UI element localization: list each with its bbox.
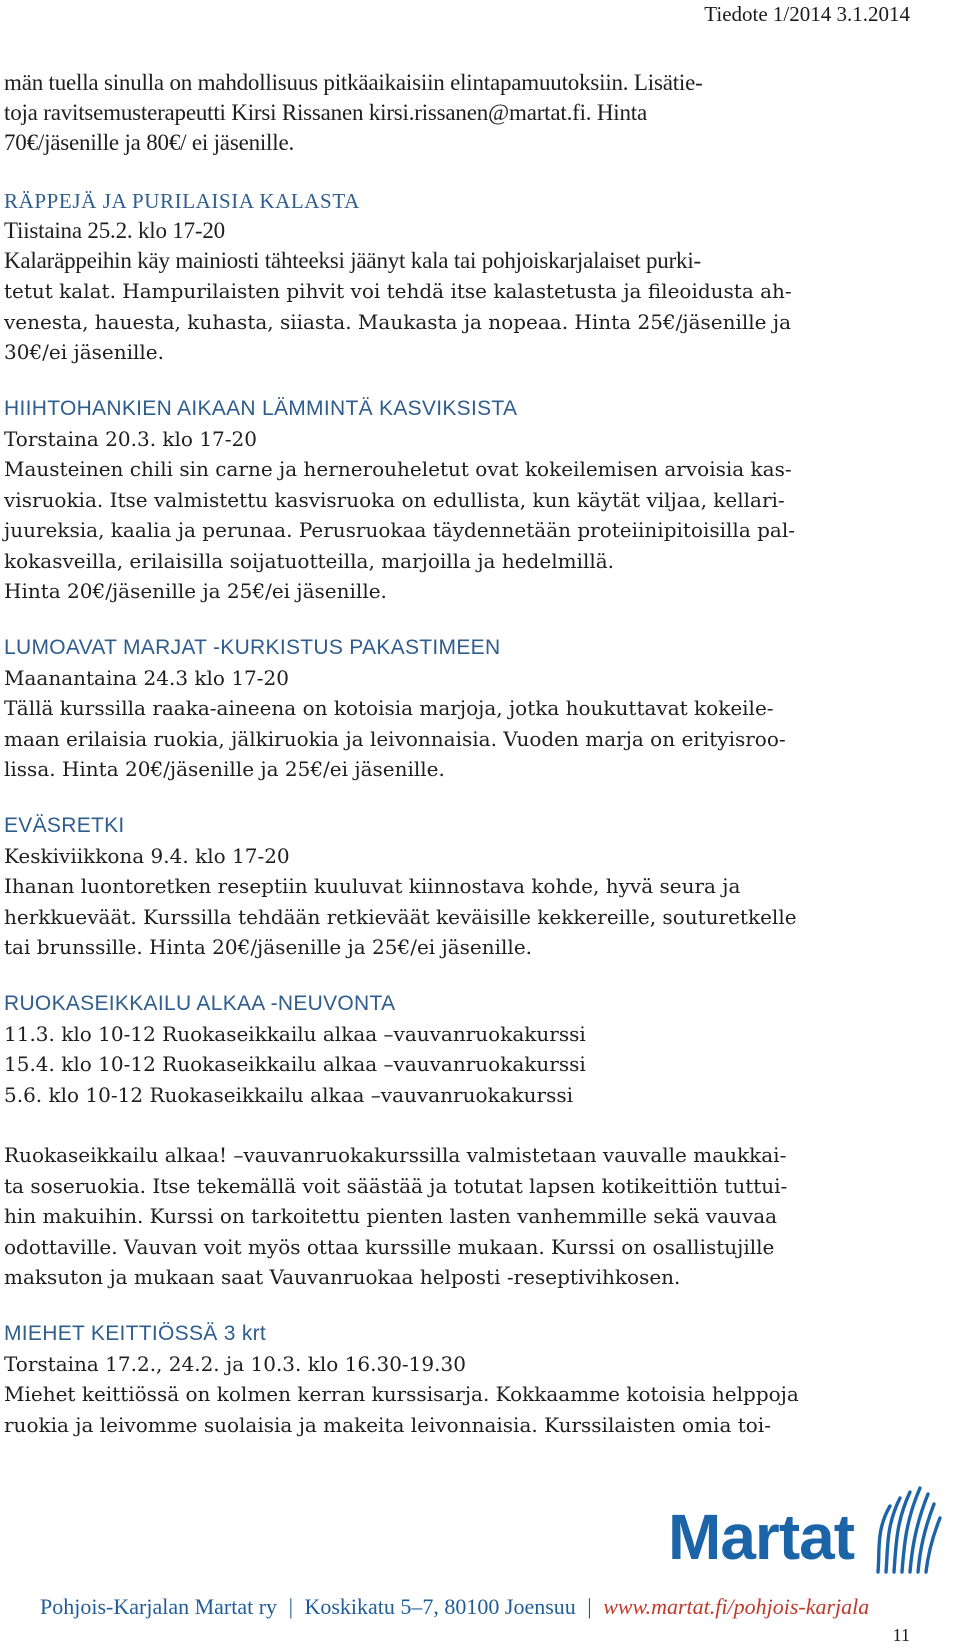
- text-line: juureksia, kaalia ja perunaa. Perusruokaa täydennetään proteiinipitoisilla pal-: [4, 518, 795, 542]
- text-line: män tuella sinulla on mahdollisuus pitkäaikaisiin elintapamuutoksiin. Lisätie-: [4, 70, 703, 95]
- text-line: Kalaräppeihin käy mainiosti tähteeksi jäänyt kala tai pohjoiskarjalaiset purki-: [4, 248, 701, 273]
- section-date: Torstaina 17.2., 24.2. ja 10.3. klo 16.30-19.30: [4, 1351, 466, 1376]
- text-line: tai brunssille. Hinta 20€/jäsenille ja 25€/ei jäsenille.: [4, 935, 533, 959]
- footer-address: Koskikatu 5–7, 80100 Joensuu: [304, 1594, 576, 1619]
- course-section: [4, 633, 894, 785]
- text-line: lissa. Hinta 20€/jäsenille ja 25€/ei jäsenille.: [4, 757, 445, 781]
- intro-paragraph: [4, 68, 894, 158]
- section-heading: LUMOAVAT MARJAT -KURKISTUS PAKASTIMEEN: [4, 635, 501, 659]
- course-section: [4, 186, 894, 368]
- text-line: ta soseruokia. Itse tekemällä voit säästää ja totutat lapsen kotikeittiön tuttui-: [4, 1173, 788, 1198]
- footer-org: Pohjois-Karjalan Martat ry: [40, 1594, 278, 1619]
- section-heading: RUOKASEIKKAILU ALKAA -NEUVONTA: [4, 991, 396, 1015]
- text-line: hin makuihin. Kurssi on tarkoitettu pienten lasten vanhemmille sekä vauvaa: [4, 1204, 778, 1228]
- section-date: Torstaina 20.3. klo 17-20: [4, 426, 257, 451]
- text-line: tetut kalat. Hampurilaisten pihvit voi tehdä itse kalastetusta ja fileoidusta ah-: [4, 279, 792, 303]
- text-line: 15.4. klo 10-12 Ruokaseikkailu alkaa –vauvanruokakurssi: [4, 1052, 586, 1076]
- section-date: Keskiviikkona 9.4. klo 17-20: [4, 843, 290, 868]
- page-number: 11: [892, 1625, 910, 1645]
- section-heading: MIEHET KEITTIÖSSÄ 3 krt: [4, 1321, 267, 1345]
- logo-wordmark: Martat: [668, 1501, 855, 1573]
- document-body: [4, 68, 894, 1440]
- text-line: 5.6. klo 10-12 Ruokaseikkailu alkaa –vauvanruokakurssi: [4, 1082, 574, 1107]
- section-date: Maanantaina 24.3 klo 17-20: [4, 665, 289, 690]
- text-line: toja ravitsemusterapeutti Kirsi Rissanen kirsi.rissanen@martat.fi. Hinta: [4, 100, 647, 125]
- section-date: 11.3. klo 10-12 Ruokaseikkailu alkaa –vauvanruokakurssi: [4, 1021, 586, 1046]
- footer-separator: |: [288, 1594, 293, 1619]
- text-line: 30€/ei jäsenille.: [4, 340, 164, 364]
- martat-logo: [668, 1488, 948, 1598]
- section-heading: RÄPPEJÄ JA PURILAISIA KALASTA: [4, 189, 360, 213]
- text-line: kokasveilla, erilaisilla soijatuotteilla, marjoilla ja hedelmillä.: [4, 548, 615, 573]
- text-line: visruokia. Itse valmistettu kasvisruoka on edullista, kun käytät viljaa, kellari-: [4, 487, 785, 512]
- footer-website-link[interactable]: www.martat.fi/pohjois-karjala: [603, 1594, 870, 1619]
- text-line: odottaville. Vauvan voit myös ottaa kurssille mukaan. Kurssi on osallistujille: [4, 1234, 775, 1259]
- text-line: Ruokaseikkailu alkaa! –vauvanruokakurssilla valmistetaan vauvalle maukkai-: [4, 1143, 787, 1167]
- course-section: [4, 394, 894, 607]
- page-header: Tiedote 1/2014 3.1.2014: [704, 2, 910, 26]
- text-line: herkkueväät. Kurssilla tehdään retkieväät keväisille kekkereille, souturetkelle: [4, 904, 797, 929]
- course-section: [4, 1319, 894, 1441]
- text-line: maan erilaisia ruokia, jälkiruokia ja leivonnaisia. Vuoden marja on erityisroo-: [4, 726, 786, 751]
- text-line: ruokia ja leivomme suolaisia ja makeita leivonnaisia. Kurssilaisten omia toi-: [4, 1412, 771, 1437]
- text-line: venesta, hauesta, kuhasta, siiasta. Maukasta ja nopeaa. Hinta 25€/jäsenille ja: [4, 309, 791, 334]
- course-section: [4, 811, 894, 963]
- paragraph-spacer: [4, 1110, 894, 1140]
- text-line: Hinta 20€/jäsenille ja 25€/ei jäsenille.: [4, 579, 387, 603]
- footer-separator: |: [587, 1594, 592, 1619]
- text-line: Miehet keittiössä on kolmen kerran kurssisarja. Kokkaamme kotoisia helppoja: [4, 1382, 799, 1406]
- flame-mark-icon: [868, 1480, 948, 1580]
- text-line: Ihanan luontoretken reseptiin kuuluvat kiinnostava kohde, hyvä seura ja: [4, 874, 741, 898]
- text-line: 70€/jäsenille ja 80€/ ei jäsenille.: [4, 130, 295, 155]
- section-heading: EVÄSRETKI: [4, 813, 125, 837]
- text-line: Tällä kurssilla raaka-aineena on kotoisia marjoja, jotka houkuttavat kokeile-: [4, 696, 774, 720]
- text-line: maksuton ja mukaan saat Vauvanruokaa helposti -reseptivihkosen.: [4, 1265, 681, 1289]
- page-footer: [40, 1594, 960, 1620]
- section-heading: HIIHTOHANKIEN AIKAAN LÄMMINTÄ KASVIKSISTA: [4, 396, 518, 420]
- course-section: [4, 989, 894, 1293]
- section-date: Tiistaina 25.2. klo 17-20: [4, 218, 225, 243]
- text-line: Mausteinen chili sin carne ja hernerouheletut ovat kokeilemisen arvoisia kas-: [4, 457, 792, 481]
